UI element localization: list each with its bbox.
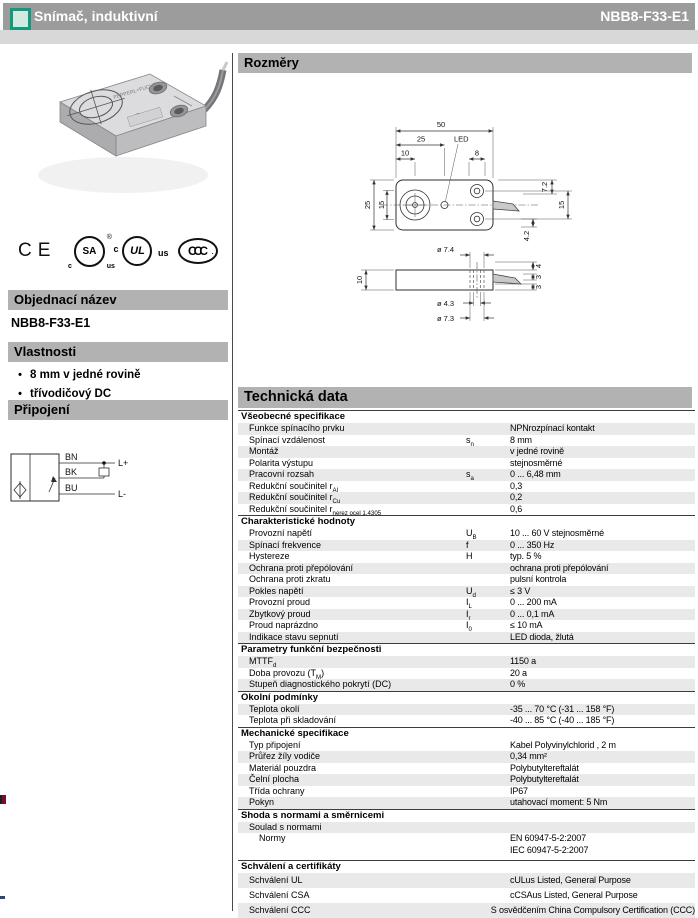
row-symbol: H	[466, 551, 473, 561]
certification-logos	[8, 228, 228, 274]
row-symbol: $I_0$	[466, 620, 472, 633]
table-row	[238, 620, 695, 632]
table-section-header: Okolní podmínky	[238, 691, 695, 704]
wire-label-bn: BN	[65, 452, 78, 462]
row-label: Teplota okolí	[249, 703, 300, 714]
dim-label: ø 7.3	[437, 314, 455, 323]
row-label: Schválení UL	[249, 875, 303, 885]
row-symbol: $U_d$	[466, 585, 476, 599]
row-symbol	[466, 446, 510, 458]
page-title: Snímač, induktivní	[34, 8, 158, 24]
row-symbol	[466, 751, 510, 763]
row-label: Redukční součinitel $r_{Al}$	[249, 480, 338, 494]
table-row	[238, 786, 695, 798]
row-symbol	[466, 774, 510, 786]
dim-label: ø 7.4	[437, 245, 455, 254]
row-label: Hystereze	[249, 551, 290, 561]
row-symbol: $U_B$	[466, 528, 477, 541]
row-label: Spínací frekvence	[249, 539, 322, 550]
row-symbol	[466, 504, 510, 516]
print-artifact	[0, 795, 6, 804]
row-symbol	[466, 481, 510, 493]
table-row	[238, 446, 695, 458]
ce-mark-icon: CE	[18, 240, 57, 261]
table-row	[238, 469, 695, 481]
row-label: Soulad s normami	[249, 821, 322, 832]
dimension-drawing	[333, 116, 698, 384]
table-row	[238, 481, 695, 493]
table-row	[238, 609, 695, 621]
feature-item	[10, 366, 225, 385]
row-label: Schválení CSA	[249, 890, 310, 900]
table-section-header: Mechanické specifikace	[238, 727, 695, 740]
dimensions-header: Rozměry	[238, 53, 692, 73]
feature-text: třívodičový DC	[30, 388, 112, 400]
row-value: utahovací moment: 5 Nm	[510, 797, 608, 807]
row-symbol	[466, 632, 510, 644]
table-row	[238, 797, 695, 809]
table-row	[238, 715, 695, 727]
technical-data-header: Technická data	[238, 387, 692, 408]
table-row	[238, 822, 695, 834]
row-symbol: $s_a$	[466, 469, 474, 482]
order-name-header: Objednací název	[8, 290, 228, 310]
row-value: 1150 a	[510, 656, 536, 666]
row-label: Pracovní rozsah	[249, 469, 315, 479]
row-value: ochrana proti přepólování	[510, 562, 609, 573]
table-section-header: Všeobecné specifikace	[238, 410, 695, 423]
row-label: Provozní napětí	[249, 528, 313, 538]
row-value: 0 ... 0,1 mA	[510, 608, 555, 619]
features-header: Vlastnosti	[8, 342, 228, 362]
row-value: stejnosměrné	[510, 457, 563, 468]
column-divider	[232, 53, 233, 911]
table-row	[238, 540, 695, 552]
csa-mark-icon: SA ® c us	[67, 233, 115, 270]
row-value: 0 ... 200 mA	[510, 597, 557, 607]
bullet-icon: •	[18, 369, 22, 381]
row-value: Polybutyltereftalát	[510, 774, 579, 784]
table-row	[238, 888, 695, 903]
row-value: ≤ 10 mA	[510, 620, 543, 630]
dim-label: LED	[454, 134, 469, 144]
row-symbol	[466, 763, 510, 775]
row-label: Pokyn	[249, 797, 275, 807]
wiring-diagram	[8, 443, 228, 535]
print-artifact	[0, 896, 5, 899]
row-label: Ochrana proti přepólování	[249, 562, 354, 573]
photo-shadow	[38, 157, 208, 193]
row-value: cCSAus Listed, General Purpose	[510, 890, 638, 900]
dim-label: 8	[474, 148, 480, 158]
row-label: $MTTF_d$	[249, 656, 277, 669]
photo-brand-text: PEPPERL+FUCHS	[112, 82, 158, 101]
bullet-icon: •	[18, 388, 22, 400]
table-row	[238, 597, 695, 609]
cable-side-view	[493, 274, 521, 284]
row-value: v jedné rovině	[510, 446, 564, 456]
row-value: IP67	[510, 785, 528, 796]
row-label: Materiál pouzdra	[249, 762, 317, 773]
row-label: Ochrana proti zkratu	[249, 574, 331, 584]
connection-header: Připojení	[8, 400, 228, 420]
inductive-sensor-symbol	[14, 481, 26, 499]
row-value: S osvědčením China Compulsory Certification (CCC)	[490, 905, 695, 915]
dim-label: 25	[363, 200, 372, 210]
row-symbol	[466, 704, 510, 716]
row-symbol	[466, 679, 510, 691]
row-value	[510, 822, 695, 834]
row-symbol	[466, 656, 510, 668]
row-value: -40 ... 85 °C (-40 ... 185 °F)	[510, 715, 615, 725]
row-value: 0,34 mm²	[510, 751, 547, 761]
cable-top-view	[493, 201, 519, 211]
table-section-header: Shoda s normami a směrnicemi	[238, 809, 695, 822]
dim-label: 7.2	[540, 181, 549, 193]
row-symbol	[466, 786, 510, 798]
row-label: Teplota při skladování	[249, 715, 337, 725]
row-symbol: $I_L$	[466, 597, 472, 610]
table-row	[238, 704, 695, 716]
row-label: Indikace stavu sepnutí	[249, 631, 339, 642]
ccc-mark-icon: CCC ·	[178, 238, 218, 264]
row-label: Průřez žíly vodiče	[249, 751, 321, 761]
features-list	[10, 366, 225, 404]
table-section-header: Charakteristické hodnoty	[238, 515, 695, 528]
table-row	[238, 423, 695, 435]
table-row	[238, 873, 695, 888]
row-symbol	[466, 563, 510, 575]
row-symbol	[466, 888, 510, 903]
table-row	[238, 632, 695, 644]
row-label: Polarita výstupu	[249, 457, 314, 468]
row-label: Normy	[259, 833, 286, 843]
table-section-header: Parametry funkční bezpečnosti	[238, 643, 695, 656]
row-value: 10 ... 60 V stejnosměrné	[510, 528, 604, 538]
row-symbol	[466, 492, 510, 504]
row-label: Redukční součinitel $r_{nerez ocel 1.4305}$	[249, 503, 382, 517]
dim-label: 15	[557, 200, 566, 210]
row-value: pulsní kontrola	[510, 574, 567, 584]
ul-mark-icon: c UL us	[122, 236, 152, 266]
row-symbol: $I_r$	[466, 608, 471, 622]
row-value: NPNrozpínací kontakt	[510, 423, 595, 433]
table-row	[238, 903, 695, 918]
row-symbol	[466, 423, 510, 435]
row-label: Stupeň diagnostického pokrytí (DC)	[249, 679, 392, 689]
row-value	[510, 833, 695, 856]
table-row	[238, 574, 695, 586]
table-row	[238, 435, 695, 447]
row-symbol	[466, 715, 510, 727]
row-label: Typ připojení	[249, 739, 301, 750]
table-row	[238, 504, 695, 516]
row-value: 0,6	[510, 503, 523, 514]
row-value: 0 ... 6,48 mm	[510, 469, 561, 479]
row-value: typ. 5 %	[510, 551, 542, 561]
cable	[204, 70, 223, 110]
table-row	[238, 563, 695, 575]
wire-label-lplus: L+	[118, 458, 129, 468]
row-symbol	[466, 797, 510, 809]
product-photo	[8, 50, 228, 225]
dim-label: 10	[400, 148, 410, 158]
row-symbol	[466, 574, 510, 586]
row-symbol	[466, 873, 510, 888]
row-symbol: f	[466, 539, 469, 550]
row-label: Zbytkový proud	[249, 608, 311, 619]
row-symbol: $s_n$	[466, 434, 474, 448]
table-row	[238, 740, 695, 752]
row-value: 0 %	[510, 679, 526, 689]
table-row	[238, 668, 695, 680]
dim-label: 10	[355, 275, 364, 285]
row-value: -35 ... 70 °C (-31 ... 158 °F)	[510, 703, 615, 714]
row-value: 8 mm	[510, 434, 532, 445]
table-row	[238, 656, 695, 668]
table-row	[238, 774, 695, 786]
table-row	[238, 551, 695, 563]
row-symbol	[466, 458, 510, 470]
table-row	[238, 763, 695, 775]
row-value-line: IEC 60947-5-2:2007	[510, 844, 589, 855]
row-label: Proud naprázdno	[249, 620, 319, 630]
table-section-header: Schválení a certifikáty	[238, 860, 695, 873]
header-sub-strip	[0, 30, 698, 44]
row-label: Schválení CCC	[249, 905, 311, 915]
table-row	[238, 586, 695, 598]
row-value: Polybutyltereftalát	[510, 762, 579, 773]
row-label: Spínací vzdálenost	[249, 434, 326, 445]
row-value: 0 ... 350 Hz	[510, 539, 555, 550]
row-symbol	[466, 833, 510, 856]
wire-label-bu: BU	[65, 483, 78, 493]
row-value: ≤ 3 V	[510, 585, 531, 596]
product-code-header: NBB8-F33-E1	[600, 8, 689, 24]
dim-label: 3	[534, 284, 543, 290]
table-row	[238, 833, 695, 856]
row-symbol	[450, 903, 491, 918]
row-label: Provozní proud	[249, 597, 311, 607]
row-symbol	[466, 822, 510, 834]
side-view-outline	[396, 270, 493, 290]
dim-label: 3	[534, 274, 543, 280]
row-label: Pokles napětí	[249, 585, 304, 596]
feature-text: 8 mm v jedné rovině	[30, 369, 141, 381]
table-row	[238, 528, 695, 540]
wire-label-lminus: L-	[118, 489, 127, 499]
dim-label: 25	[416, 134, 426, 144]
row-label: Funkce spínacího prvku	[249, 423, 345, 433]
dim-label: 4.2	[522, 230, 531, 242]
table-row	[238, 458, 695, 470]
row-value: 0,2	[510, 492, 523, 502]
dim-label: 50	[436, 120, 446, 129]
technical-table	[238, 410, 695, 918]
order-name-value: NBB8-F33-E1	[11, 316, 91, 330]
dim-label: 4	[534, 263, 543, 269]
row-value-line: EN 60947-5-2:2007	[510, 833, 587, 843]
row-value: Kabel Polyvinylchlorid , 2 m	[510, 739, 616, 750]
dim-label: 15	[377, 200, 386, 210]
brand-square-icon	[10, 8, 31, 30]
table-row	[238, 751, 695, 763]
table-row	[238, 492, 695, 504]
row-label: Čelní plocha	[249, 774, 300, 784]
row-value: LED dioda, žlutá	[510, 631, 574, 642]
dim-label: ø 4.3	[437, 299, 455, 308]
row-label: Montáž	[249, 446, 279, 456]
row-value: cULus Listed, General Purpose	[510, 875, 631, 885]
row-value: 20 a	[510, 667, 527, 678]
row-label: Doba provozu $(T_M)$	[249, 667, 325, 681]
row-symbol	[466, 740, 510, 752]
row-value: 0,3	[510, 480, 523, 491]
row-label: Redukční součinitel $r_{Cu}$	[249, 492, 341, 505]
row-label: Třída ochrany	[249, 785, 305, 796]
load-symbol	[99, 468, 109, 476]
row-symbol	[466, 668, 510, 680]
table-row	[238, 679, 695, 691]
wire-label-bk: BK	[65, 467, 78, 477]
